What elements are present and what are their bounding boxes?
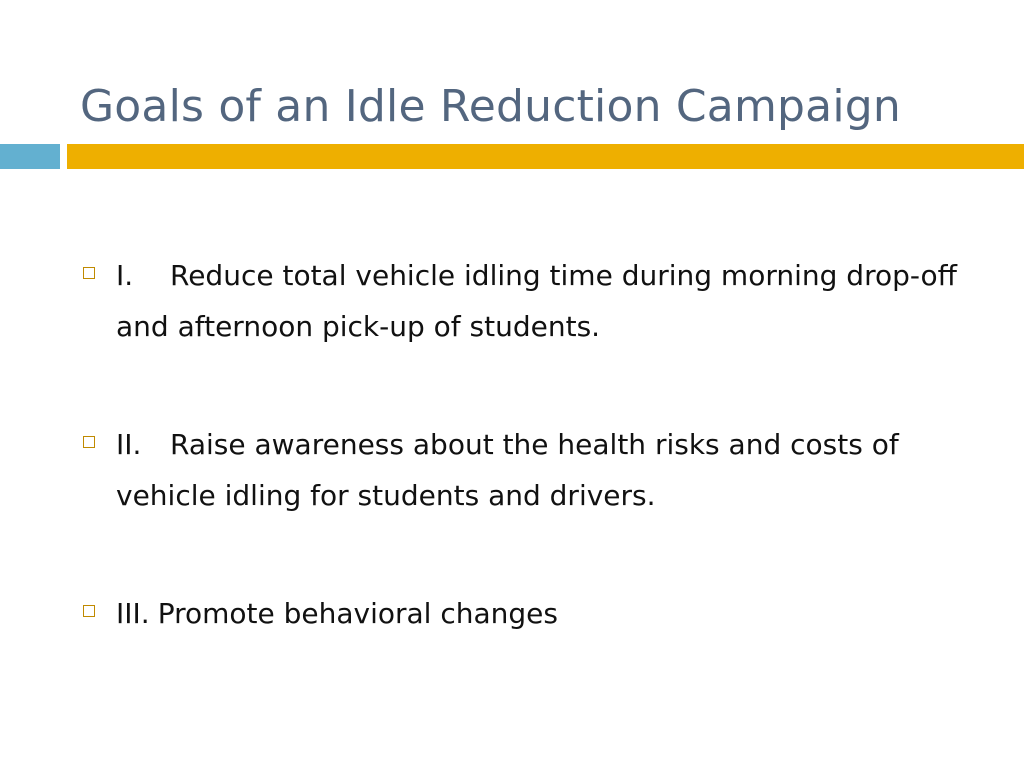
bullet-marker: II. [116,428,142,461]
bullet-marker: I. [116,259,134,292]
bullet-item-3 [80,588,980,639]
bullet-text: Reduce total vehicle idling time during morning drop-off and afternoon pick-up of students. [116,259,957,343]
bullet-marker: III. [116,597,150,630]
hollow-square-bullet-icon [83,267,95,279]
bullet-item-2 [80,419,980,521]
bullet-list [80,250,980,639]
bullet-text: Raise awareness about the health risks and costs of vehicle idling for students and drivers. [116,428,899,512]
accent-bar-left [0,144,60,169]
hollow-square-bullet-icon [83,605,95,617]
accent-bar-main [67,144,1024,169]
bullet-text: Promote behavioral changes [157,597,558,630]
slide-title: Goals of an Idle Reduction Campaign [80,81,901,133]
bullet-item-1 [80,250,980,352]
hollow-square-bullet-icon [83,436,95,448]
